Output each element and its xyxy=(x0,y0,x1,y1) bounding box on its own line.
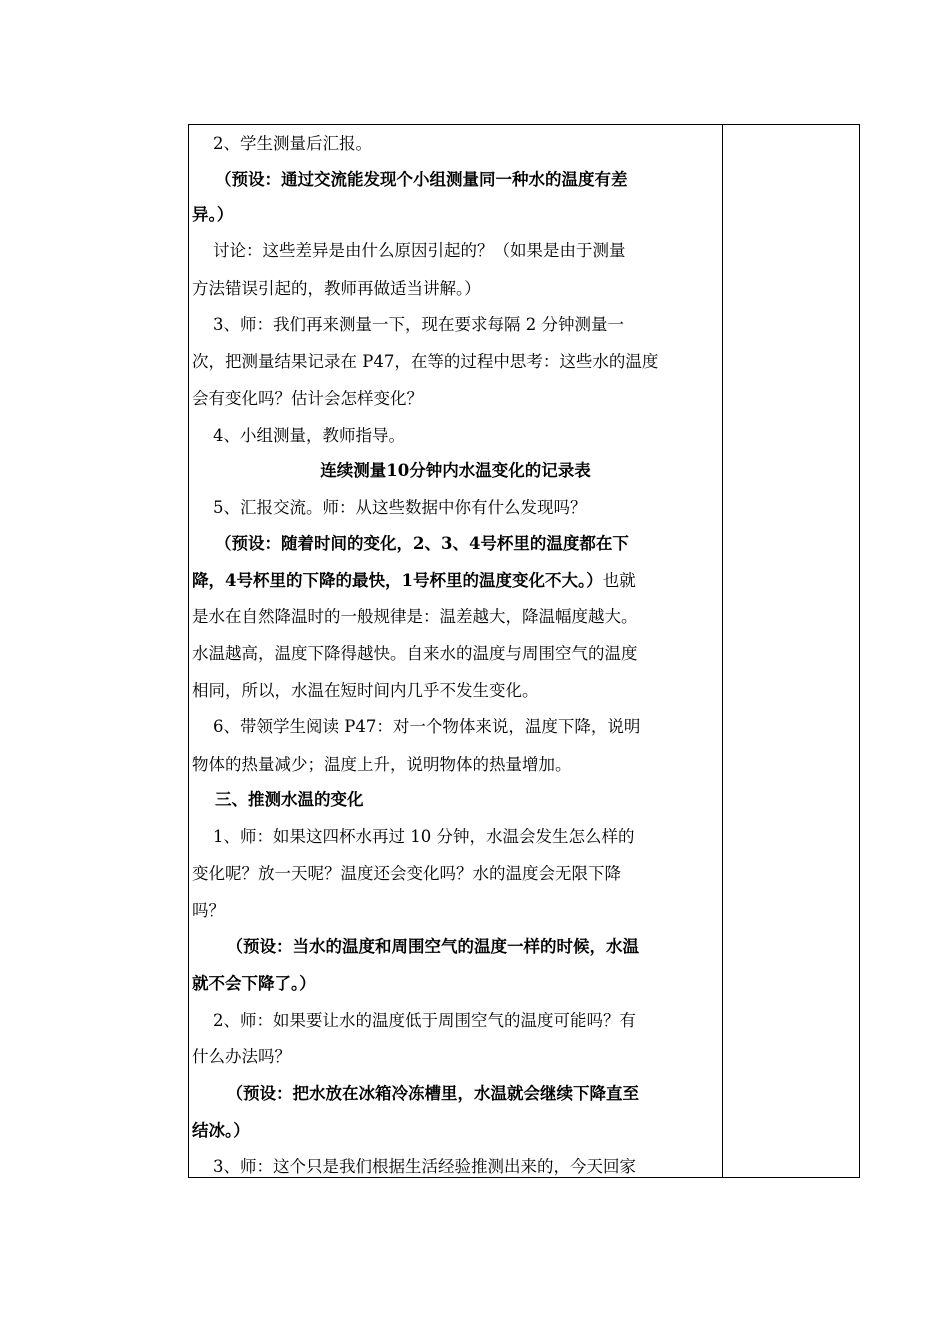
text-line: （预设：通过交流能发现个小组测量同一种水的温度有差 xyxy=(192,170,628,189)
text-line: 物体的热量减少；温度上升，说明物体的热量增加。 xyxy=(192,755,572,774)
text-line: 2、学生测量后汇报。 xyxy=(192,134,372,153)
text-line: 异。） xyxy=(192,205,234,224)
notes-cell xyxy=(723,125,859,1177)
text-line: 就不会下降了。） xyxy=(192,974,316,993)
text-line: （预设：当水的温度和周围空气的温度一样的时候，水温 xyxy=(192,937,639,956)
text-line: 会有变化吗？估计会怎样变化？ xyxy=(192,389,423,408)
text-line: （预设：把水放在冰箱冷冻槽里，水温就会继续下降直至 xyxy=(192,1084,639,1103)
text-line: 变化呢？放一天呢？温度还会变化吗？水的温度会无限下降 xyxy=(192,864,621,883)
text-line: 连续测量10分钟内水温变化的记录表 xyxy=(320,461,591,480)
text-line: 2、师：如果要让水的温度低于周围空气的温度可能吗？有 xyxy=(192,1011,636,1030)
text-line: 5、汇报交流。师：从这些数据中你有什么发现吗？ xyxy=(192,498,587,517)
text-line: 相同，所以，水温在短时间内几乎不发生变化。 xyxy=(192,681,539,700)
text-line: 讨论：这些差异是由什么原因引起的？（如果是由于测量 xyxy=(192,241,626,260)
text-line: 4、小组测量，教师指导。 xyxy=(192,426,405,445)
bold-segment: 降，4号杯里的下降的最快，1号杯里的温度变化不大。） xyxy=(192,571,603,590)
text-line: 方法错误引起的，教师再做适当讲解。） xyxy=(192,279,481,298)
text-line: 结冰。） xyxy=(192,1121,250,1140)
text-line: 什么办法吗？ xyxy=(192,1047,291,1066)
text-line: 次，把测量结果记录在 P47，在等的过程中思考：这些水的温度 xyxy=(192,352,659,371)
text-line: 1、师：如果这四杯水再过 10 分钟，水温会发生怎么样的 xyxy=(192,827,635,846)
text-line: 吗？ xyxy=(192,901,225,920)
text-line: （预设：随着时间的变化，2、3、4号杯里的温度都在下 xyxy=(192,534,629,553)
regular-segment: 也就 xyxy=(602,571,636,590)
text-line: 水温越高，温度下降得越快。自来水的温度与周围空气的温度 xyxy=(192,644,638,663)
text-line: 是水在自然降温时的一般规律是：温差越大，降温幅度越大。 xyxy=(192,607,638,626)
text-line: 6、带领学生阅读 P47：对一个物体来说，温度下降，说明 xyxy=(192,717,641,736)
text-line xyxy=(192,562,719,599)
lesson-table xyxy=(188,124,860,1178)
text-line: 三、推测水温的变化 xyxy=(192,790,364,809)
text-line: 3、师：这个只是我们根据生活经验推测出来的，今天回家 xyxy=(192,1157,636,1176)
text-line: 3、师：我们再来测量一下，现在要求每隔 2 分钟测量一 xyxy=(192,315,624,334)
